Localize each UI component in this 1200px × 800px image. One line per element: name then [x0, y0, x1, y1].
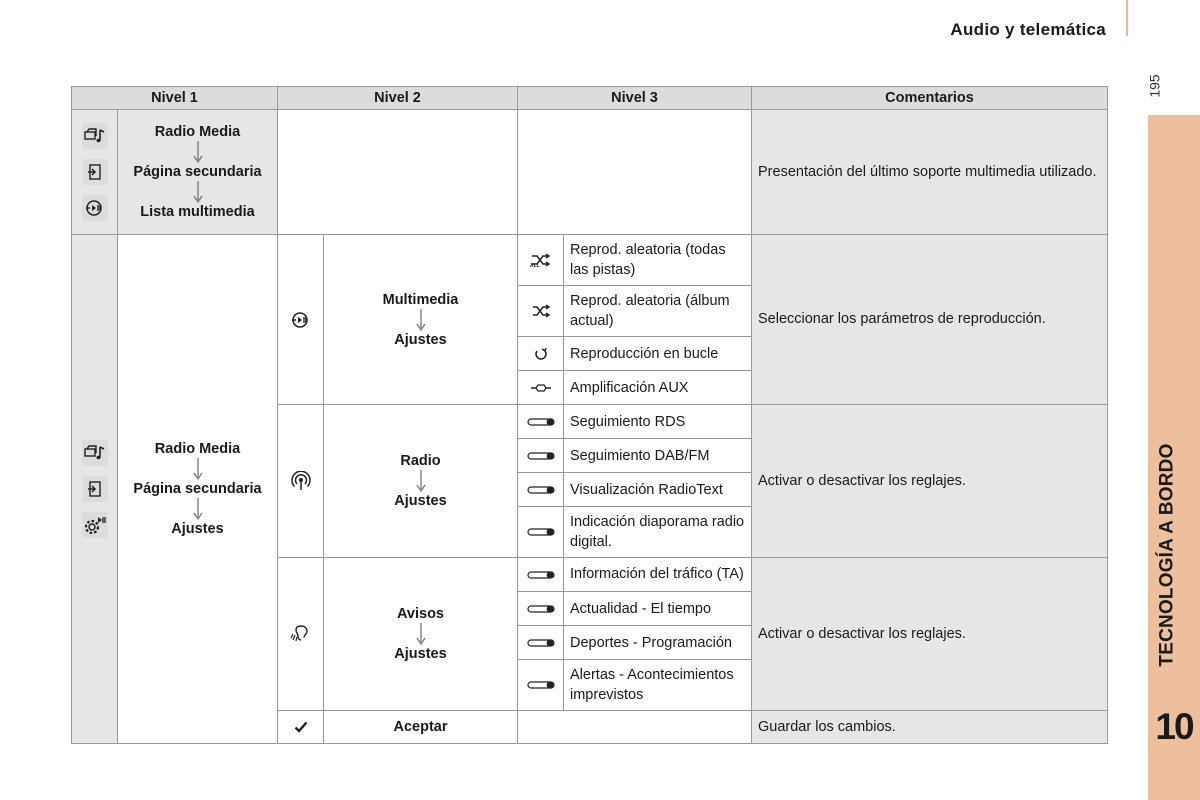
option-icon-cell	[518, 405, 564, 439]
chain-item: Página secundaria	[133, 481, 262, 497]
column-header-comments: Comentarios	[752, 87, 1108, 110]
option-label: Reproducción en bucle	[564, 337, 752, 371]
option-icon-cell	[518, 592, 564, 626]
column-header-level-3: Nivel 3	[518, 87, 752, 110]
option-icon-cell	[518, 371, 564, 405]
page-number: 195	[1146, 74, 1163, 98]
option-label: Indicación diaporama radio digital.	[564, 507, 752, 558]
option-icon-cell	[518, 660, 564, 711]
chain-item: Página secundaria	[133, 164, 262, 180]
chain-item: Ajustes	[394, 493, 447, 509]
chain-item: Avisos	[396, 606, 444, 622]
chain-item: Radio Media	[154, 441, 241, 457]
shuffle-icon	[518, 304, 563, 318]
toggle-icon	[518, 526, 563, 538]
group1-level3-empty	[518, 110, 752, 235]
chain-item: Radio	[400, 453, 441, 469]
radio-media-icon	[82, 440, 108, 466]
secondary-page-icon	[82, 159, 108, 185]
media-list-icon	[278, 311, 323, 329]
toggle-icon	[518, 603, 563, 615]
arrow-down-icon	[415, 469, 427, 493]
svg-text:ALL: ALL	[529, 263, 540, 267]
checkmark-icon	[278, 721, 323, 733]
group2-level1-chain	[118, 235, 278, 744]
settings-icon	[82, 512, 108, 538]
table-row	[72, 110, 1108, 235]
option-label: Reprod. aleatoria (álbum actual)	[564, 286, 752, 337]
toggle-icon	[518, 679, 563, 691]
option-icon-cell	[518, 626, 564, 660]
chain-item: Radio Media	[154, 124, 241, 140]
repeat-icon	[518, 347, 563, 361]
option-label: Actualidad - El tiempo	[564, 592, 752, 626]
arrow-down-icon	[415, 622, 427, 646]
option-icon-cell	[518, 473, 564, 507]
announcements-icon-cell	[278, 558, 324, 711]
option-label: Reprod. aleatoria (todas las pistas)	[564, 235, 752, 286]
arrow-down-icon	[415, 308, 427, 332]
option-label: Información del tráfico (TA)	[564, 558, 752, 592]
chapter-number: 10	[1155, 706, 1193, 747]
shuffle-all-icon	[518, 253, 563, 267]
chain-item: Ajustes	[394, 646, 447, 662]
toggle-icon	[518, 450, 563, 462]
radio-icon	[278, 471, 323, 491]
accept-comment: Guardar los cambios.	[752, 711, 1108, 744]
chain-item: Lista multimedia	[140, 204, 255, 220]
option-icon-cell	[518, 286, 564, 337]
arrow-down-icon	[192, 457, 204, 481]
accept-level3-empty	[518, 711, 752, 744]
header-divider	[1126, 0, 1128, 36]
option-label: Seguimiento RDS	[564, 405, 752, 439]
multimedia-icon-cell	[278, 235, 324, 405]
announcements-chain	[324, 558, 518, 711]
option-label: Deportes - Programación	[564, 626, 752, 660]
option-label: Alertas - Acontecimientos imprevistos	[564, 660, 752, 711]
toggle-icon	[518, 416, 563, 428]
group2-icon-cell	[72, 235, 118, 744]
group1-level2-empty	[278, 110, 518, 235]
option-icon-cell	[518, 439, 564, 473]
aux-gain-icon	[518, 383, 563, 393]
option-label: Seguimiento DAB/FM	[564, 439, 752, 473]
column-header-level-2: Nivel 2	[278, 87, 518, 110]
option-icon-cell	[518, 235, 564, 286]
table-row	[72, 235, 1108, 286]
radio-icon-cell	[278, 405, 324, 558]
radio-chain	[324, 405, 518, 558]
toggle-icon	[518, 484, 563, 496]
announcements-comment: Activar o desactivar los reglajes.	[752, 558, 1108, 711]
option-icon-cell	[518, 507, 564, 558]
menu-structure-table	[71, 86, 1108, 744]
chain-item: Ajustes	[394, 331, 447, 348]
arrow-down-icon	[192, 497, 204, 521]
secondary-page-icon	[82, 476, 108, 502]
option-label: Amplificación AUX	[564, 371, 752, 405]
page-header-title: Audio y telemática	[950, 20, 1106, 39]
column-header-level-1: Nivel 1	[72, 87, 278, 110]
arrow-down-icon	[192, 180, 204, 204]
chain-item: Multimedia	[382, 291, 459, 308]
multimedia-chain	[324, 235, 518, 405]
radio-comment: Activar o desactivar los reglajes.	[752, 405, 1108, 558]
group1-comment: Presentación del último soporte multimedia utilizado.	[752, 110, 1108, 235]
option-icon-cell	[518, 558, 564, 592]
table-header-row	[72, 87, 1108, 110]
option-icon-cell	[518, 337, 564, 371]
accept-label: Aceptar	[324, 711, 518, 744]
radio-media-icon	[82, 123, 108, 149]
media-list-icon	[82, 195, 108, 221]
toggle-icon	[518, 569, 563, 581]
multimedia-comment: Seleccionar los parámetros de reproducción.	[752, 235, 1108, 405]
arrow-down-icon	[192, 140, 204, 164]
announcements-icon	[278, 625, 323, 643]
toggle-icon	[518, 637, 563, 649]
option-label: Visualización RadioText	[564, 473, 752, 507]
accept-icon-cell	[278, 711, 324, 744]
chapter-side-label: TECNOLOGÍA A BORDO	[1157, 443, 1178, 667]
group1-icon-cell	[72, 110, 118, 235]
chain-item: Ajustes	[171, 521, 224, 537]
group1-level1-chain	[118, 110, 278, 235]
